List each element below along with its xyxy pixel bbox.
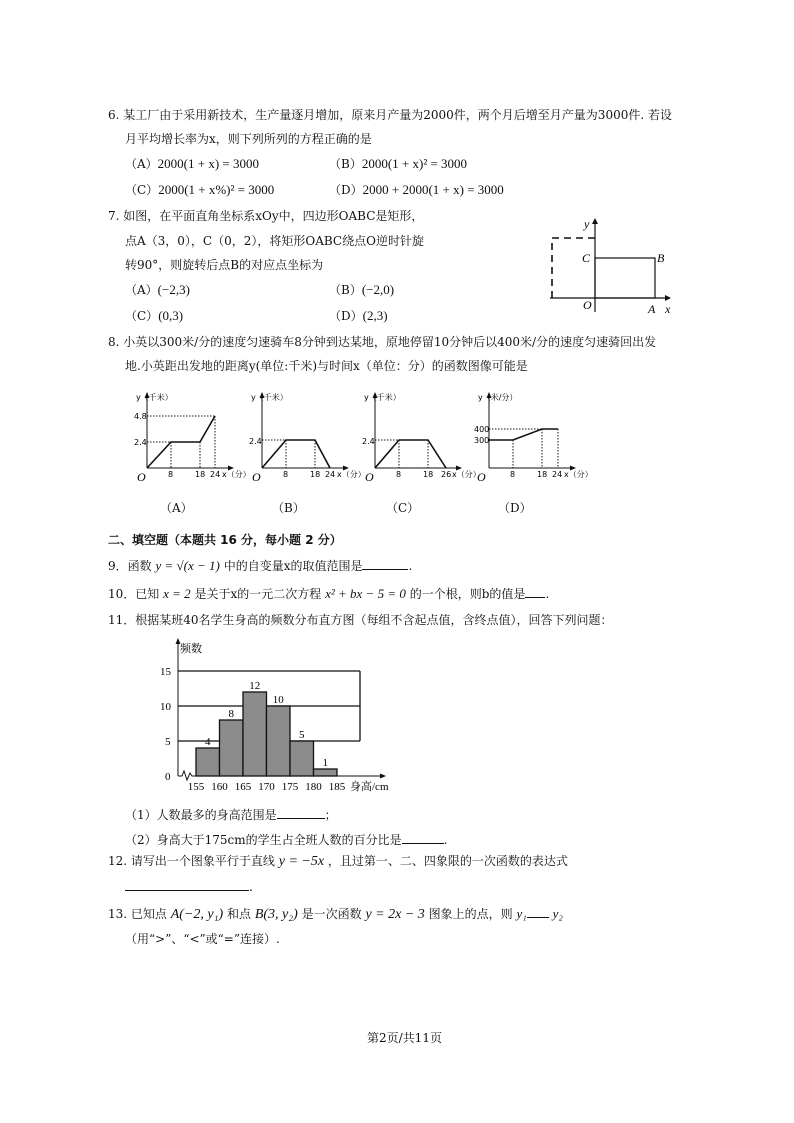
q7-option-c: （C）(0,3) [125,308,184,323]
hist-xlabel: 身高/cm [350,781,389,793]
hist-ylabel: 频数 [180,643,202,655]
q9-suffix: 中的自变量x的取值范围是 [223,559,363,573]
q9: 9．函数 y = √(x − 1) 中的自变量x的取值范围是 . [108,558,413,573]
q8-graph-b-label: （B） [272,501,305,515]
hist-bar-label: 5 [299,729,305,741]
q13-point-a: A(−2, y₁) [170,907,224,922]
hist-xtick: 160 [211,781,228,793]
graph-a-ytick-1: 4.8 [134,412,147,421]
q13-line1: 13. 已知点 A(−2, y₁) 和点 B(3, y₂) 是一次函数 y = 2x − 3 图象上的点，则 y₁ y₂ [108,906,563,922]
hist-bar-label: 12 [249,680,261,692]
q8-graph-b [245,388,366,484]
graph-c-yunit: y（千米） [364,393,401,402]
graph-c-xtick-3: 26 [441,470,452,479]
q8-graph-a-label: （A） [160,501,193,515]
q7-figure [540,212,680,317]
hist-bar [290,741,314,776]
graph-d-origin: O [477,470,486,484]
q10-blank[interactable] [525,585,545,598]
q9-prefix: 9．函数 [108,559,152,573]
q6-line1: 6. 某工厂由于采用新技术，生产量逐月增加，原来月产量为2000件，两个月后增至月产量为3000件. 若设 [108,108,672,122]
q7-label-b: B [657,251,665,265]
q6-option-c: （C）2000(1 + x%)² = 3000 [125,182,275,197]
hist-bar [220,720,244,776]
q7-option-b: （B）(−2,0) [329,282,395,297]
hist-bar [243,692,267,776]
q8-graph-c [358,388,481,484]
q11-line1: 11．根据某班40名学生身高的频数分布直方图（每组不含起点值，含终点值），回答下列问题： [108,613,613,627]
q8-graph-a [130,388,251,484]
graph-d-xtick-2: 18 [537,470,548,479]
q6-option-a: （A）2000(1 + x) = 3000 [125,156,259,171]
q9-expr: y = √(x − 1) [155,558,220,573]
q10-expr1: x = 2 [163,586,191,601]
q13-y1: y₁ [516,906,527,921]
graph-d-ytick-1: 400 [474,425,490,434]
q12-expr: y = −5x [278,854,325,869]
hist-bar [196,748,220,776]
q13-blank[interactable] [527,905,549,918]
q11-blank-2[interactable] [402,831,444,844]
graph-a-xtick-3: 24 [210,470,221,479]
q12-line1: 12. 请写出一个图象平行于直线 y = −5x ，且过第一、二、四象限的一次函数的表达式 [108,854,568,869]
q13-function: y = 2x − 3 [365,907,425,922]
hist-ytick: 10 [160,701,171,713]
hist-xtick: 185 [328,781,346,793]
q10-expr2: x² + bx − 5 = 0 [325,586,406,601]
hist-ytick: 0 [165,771,171,783]
graph-a-xunit: x（分） [222,470,251,479]
q7-label-y: y [584,217,590,231]
graph-d-xtick-3: 24 [552,470,563,479]
hist-x-arrow [380,774,386,779]
graph-c-ytick-1: 2.4 [362,437,375,446]
hist-xtick: 175 [281,781,299,793]
q7-line3: 转90°，则旋转后点B的对应点坐标为 [125,258,324,272]
q7-label-c: C [582,251,591,265]
graph-b-xtick-3: 24 [325,470,336,479]
graph-d-ytick-2: 300 [474,436,490,445]
hist-bar-label: 4 [205,736,211,748]
graph-b-xtick-2: 18 [310,470,321,479]
q11-sub2: （2）身高大于175cm的学生占全班人数的百分比是 . [125,833,448,847]
q6-option-b: （B）2000(1 + x)² = 3000 [329,156,468,171]
q6-option-d: （D）2000 + 2000(1 + x) = 3000 [329,182,504,197]
graph-a-yunit: y（千米） [136,393,173,402]
graph-b-origin: O [252,470,261,484]
q12-line2: . [125,878,253,895]
q7-label-x: x [665,302,671,316]
hist-xtick: 165 [234,781,252,793]
hist-xtick: 155 [187,781,205,793]
q7-label-a: A [648,302,656,316]
hist-ytick: 5 [165,736,171,748]
q8-line2: 地.小英距出发地的距离y(单位:千米)与时间x（单位：分）的函数图像可能是 [125,359,528,373]
graph-d-xunit: x（分） [564,470,593,479]
q9-blank[interactable] [362,557,408,570]
graph-b-xtick-1: 8 [283,470,289,479]
q8-graph-d-label: （D） [498,501,532,515]
hist-y-arrow [176,638,181,644]
q11-histogram [150,635,400,795]
hist-bar-label: 8 [228,708,234,720]
q7-label-o: O [583,298,592,312]
q11-sub1: （1）人数最多的身高范围是 ； [125,808,337,822]
q13-point-b: B(3, y₂) [254,907,298,922]
graph-c-xtick-1: 8 [396,470,402,479]
q7-option-d: （D）(2,3) [329,308,388,323]
graph-a-ytick-2: 2.4 [134,438,147,447]
q7-line2: 点A（3，0），C（0，2），将矩形OABC绕点O逆时针旋 [125,234,424,248]
q11-blank-1[interactable] [277,806,325,819]
hist-bar-label: 10 [272,694,284,706]
hist-ytick: 15 [160,666,171,678]
q8-graph-d [472,388,592,483]
q13-line2: （用“>”、“<”或“=”连接）. [125,932,280,946]
graph-c-xtick-2: 18 [423,470,434,479]
hist-xtick: 170 [258,781,275,793]
page-footer: 第2页/共11页 [367,1031,442,1045]
q8-graph-c-label: （C） [386,501,420,515]
graph-b-xunit: x（分） [337,470,366,479]
section-2-heading: 二、填空题（本题共 16 分，每小题 2 分） [108,533,342,547]
graph-d-yunit: y（米/分） [478,393,518,402]
hist-xtick: 180 [305,781,322,793]
graph-a-xtick-1: 8 [168,470,174,479]
graph-c-xunit: x（分） [452,470,481,479]
q6-line2: 月平均增长率为x，则下列所列的方程正确的是 [125,132,372,146]
q7-line1: 7. 如图，在平面直角坐标系xOy中，四边形OABC是矩形， [108,209,424,223]
hist-bar [314,769,338,776]
hist-bar-label: 1 [322,757,328,769]
q8-line1: 8. 小英以300米/分的速度匀速骑车8分钟到达某地，原地停留10分钟后以400米/分的速度匀速骑回出发 [108,335,657,349]
graph-a-origin: O [137,470,146,484]
graph-a-xtick-2: 18 [195,470,206,479]
q10: 10．已知 x = 2 是关于x的一元二次方程 x² + bx − 5 = 0 的一个根，则b的值是 . [108,586,550,601]
hist-bar [267,706,291,776]
q12-blank[interactable] [125,878,249,891]
q7-option-a: （A）(−2,3) [125,282,190,297]
graph-b-yunit: y（千米） [251,393,288,402]
graph-b-ytick-1: 2.4 [249,437,262,446]
q13-y2: y₂ [552,906,563,921]
graph-c-origin: O [365,470,374,484]
graph-d-xtick-1: 8 [510,470,516,479]
